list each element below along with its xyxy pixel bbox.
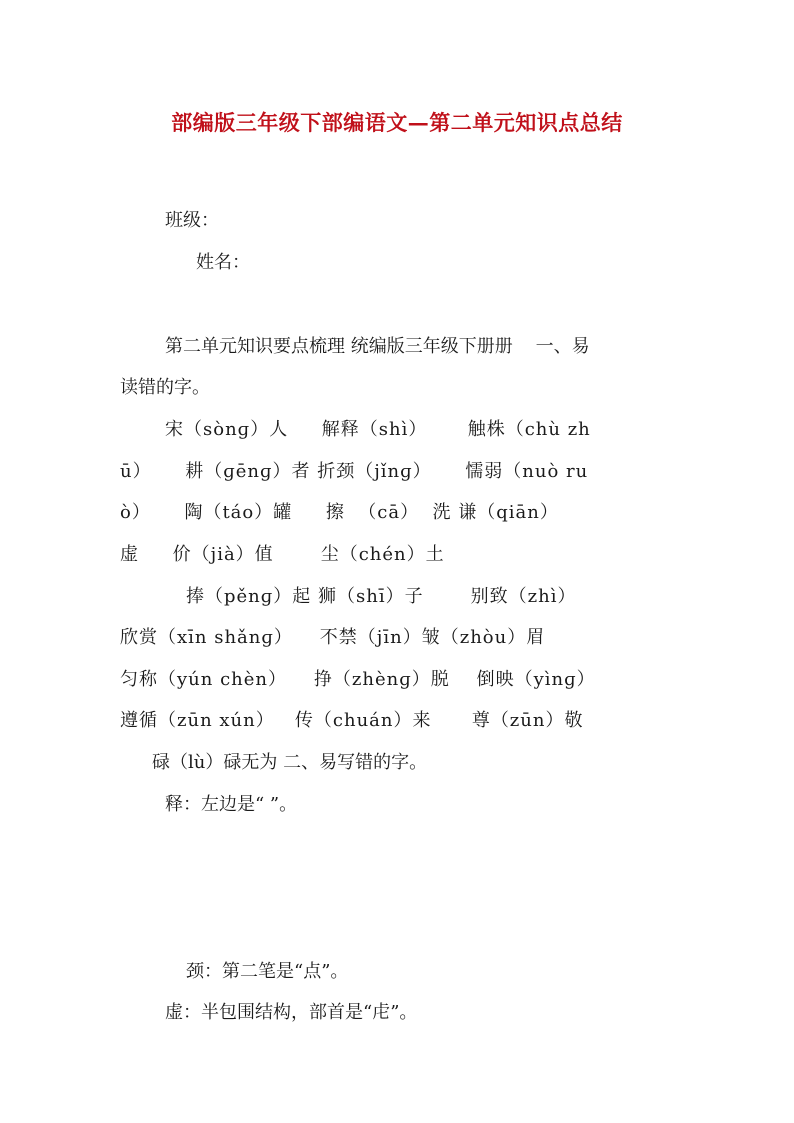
- class-label: 班级：: [165, 210, 219, 231]
- text-line-10: 遵循（zūn xún） 传（chuán）来 尊（zūn）敬: [120, 710, 584, 731]
- text-line-4: ū） 耕（ɡēnɡ）者 折颈（jǐnɡ） 懦弱（nuò ru: [120, 461, 589, 482]
- text-line-11: 碌（lù）碌无为 二、易写错的字。: [152, 752, 428, 773]
- text-line-1: 第二单元知识要点梳理 统编版三年级下册册 一、易: [165, 336, 590, 357]
- text-line-14: 虚：半包围结构，部首是“虍”。: [165, 1002, 418, 1023]
- text-line-9: 匀称（yún chèn） 挣（zhènɡ）脱 倒映（yìnɡ）: [120, 669, 596, 690]
- text-line-5: ò） 陶（táo）罐 擦 （cā） 洗 谦（qiān）: [120, 502, 559, 523]
- text-line-8: 欣赏（xīn shǎnɡ） 不禁（jīn）皱（zhòu）眉: [120, 627, 546, 648]
- name-label: 姓名：: [196, 252, 250, 273]
- text-line-6: 虚 价（jià）值 尘（chén）土: [120, 544, 445, 565]
- text-line-2: 读错的字。: [120, 377, 210, 398]
- text-line-3: 宋（sònɡ）人 解释（shì） 触株（chù zh: [165, 419, 591, 440]
- text-line-13: 颈：第二笔是“点”。: [186, 961, 349, 982]
- document-title: 部编版三年级下部编语文—第二单元知识点总结: [171, 110, 623, 135]
- text-line-7: 捧（pěnɡ）起 狮（shī）子 别致（zhì）: [186, 586, 577, 607]
- text-line-12: 释：左边是“ ”。: [165, 794, 298, 815]
